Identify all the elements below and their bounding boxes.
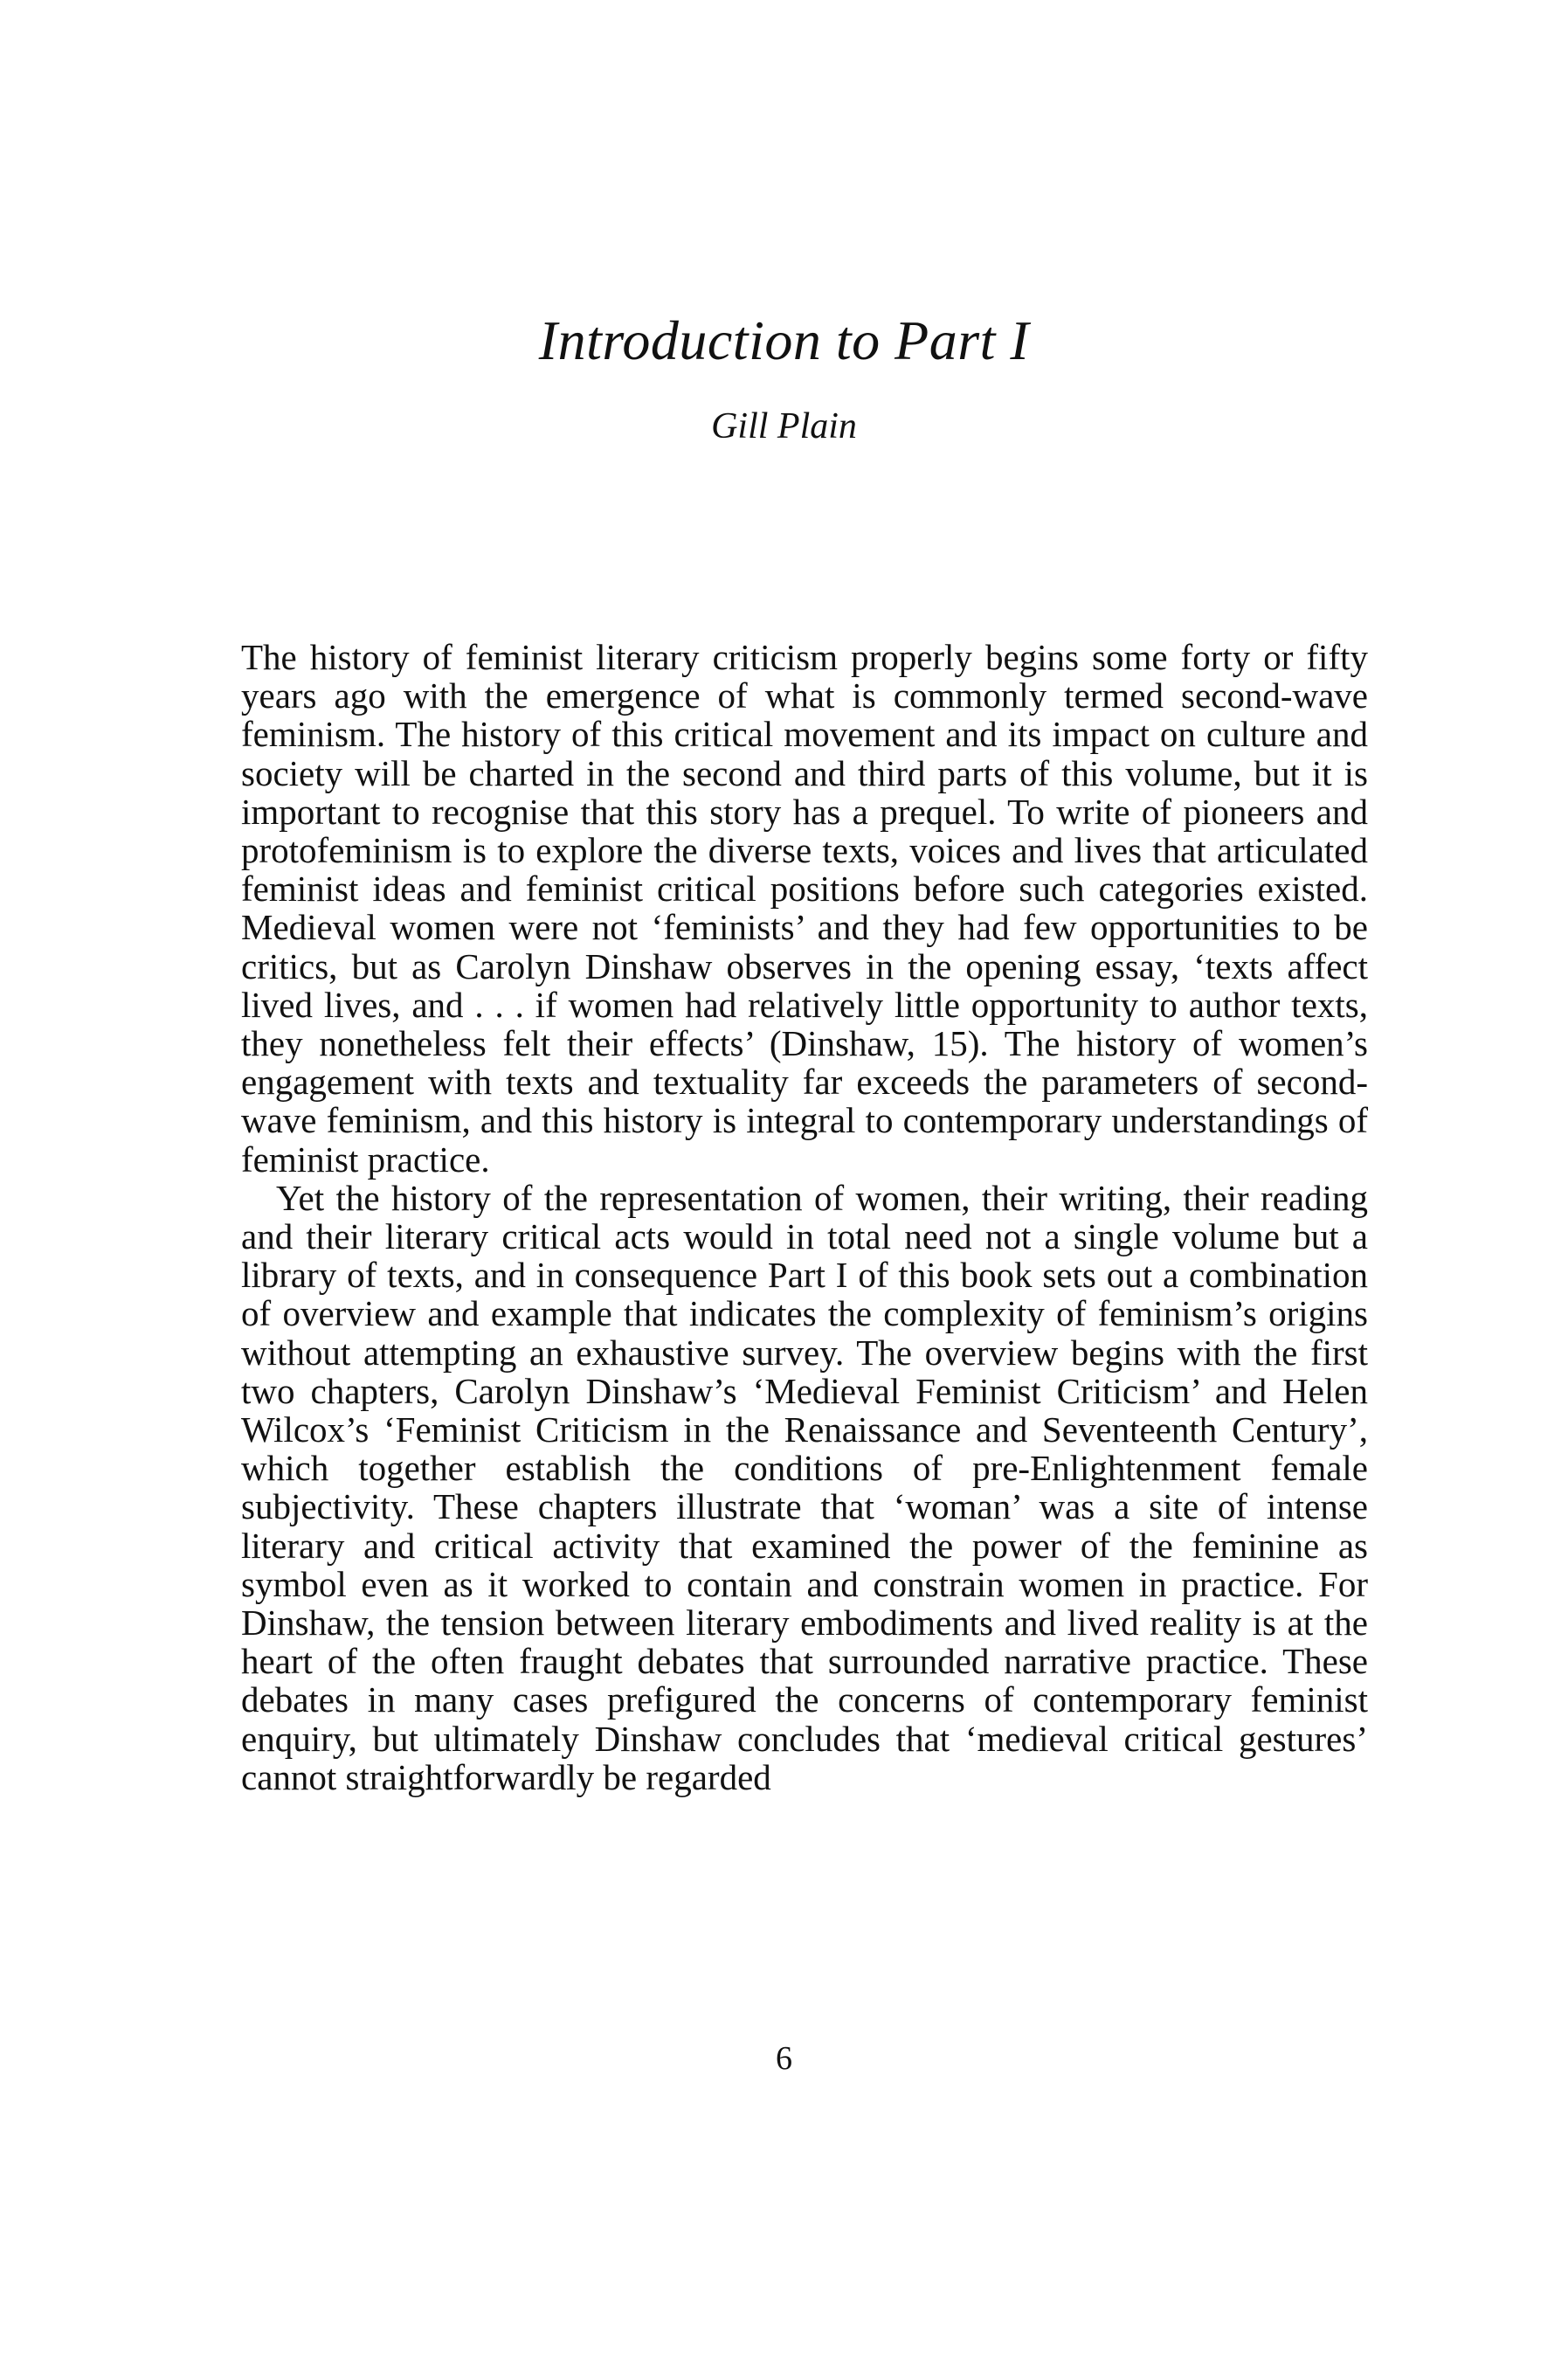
paragraph-2: Yet the history of the representation of women, their writing, their reading and their literary critical acts would in total need not a single volume but a library of texts, and in consequence Part I of this book sets out a combination of overview and example that indicates the complexity of feminism’s origins without attempting an exhaustive survey. The overview begins with the first two chapters, Carolyn Dinshaw’s ‘Medieval Feminist Criticism’ and Helen Wilcox’s ‘Feminist Criticism in the Renaissance and Seventeenth Century’, which together establish the conditions of pre-Enlightenment female subjectivity. These chapters illustrate that ‘woman’ was a site of intense literary and critical activity that examined the power of the feminine as symbol even as it worked to contain and constrain women in practice. For Dinshaw, the tension between literary embodiments and lived reality is at the heart of the often fraught debates that surrounded narrative practice. These debates in many cases prefigured the concerns of contemporary feminist enquiry, but ultimately Dinshaw concludes that ‘medieval critical gestures’ cannot straightforwardly be regarded [241,1177,1368,1797]
chapter-title: Introduction to Part I [538,309,1030,371]
body-text [241,638,1368,1796]
page-number: 6 [776,2040,792,2077]
chapter-author: Gill Plain [711,406,857,446]
paragraph-1: The history of feminist literary criticism properly begins some forty or fifty years ago with the emergence of what is commonly termed second-wave feminism. The history of this critical movement and its impact on culture and society will be charted in the second and third parts of this volume, but it is important to recognise that this story has a prequel. To write of pioneers and protofeminism is to explore the diverse texts, voices and lives that articulated feminist ideas and feminist critical positions before such categories existed. Medieval women were not ‘feminists’ and they had few opportunities to be critics, but as Carolyn Dinshaw observes in the opening essay, ‘texts affect lived lives, and . . . if women had relatively little opportunity to author texts, they nonetheless felt their effects’ (Dinshaw, 15). The history of women’s engagement with texts and textuality far exceeds the parameters of second-wave feminism, and this history is integral to contemporary understandings of feminist practice. [241,637,1368,1180]
